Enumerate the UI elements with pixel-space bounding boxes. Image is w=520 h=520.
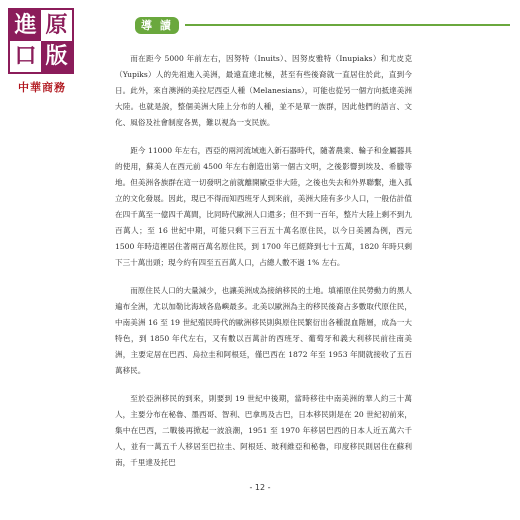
publisher-logo-badge [8, 8, 74, 74]
article-body [115, 51, 412, 483]
paragraph-4: 至於亞洲移民的到來，則要到 19 世紀中後期，當時移往中南美洲的華人約三十萬人，主要分布在秘魯、墨西哥、智利、巴拿馬及古巴，日本移民則是在 20 世紀初前來，集中在巴西，二戰後再掀起一波浪潮，1951 至 1970 年移居巴西的日本人近五萬六千人，並有一萬五千人移居至巴拉圭、阿根廷、玻利維亞和秘魯，印度移民則居住在蘇利南，千里達及托巴 [115, 394, 412, 467]
section-tag: 導 讀 [135, 17, 179, 34]
logo-char-2: 原 [41, 10, 72, 41]
section-header [135, 15, 510, 35]
page-number: - 12 - [249, 483, 271, 492]
logo-char-4: 版 [41, 41, 72, 72]
logo-char-3: 口 [10, 41, 41, 72]
paragraph-1: 而在距今 5000 年前左右，因努特（Inuits）、因努皮雅特（Inupiaks）和尤皮克（Yupiks）人的先祖進入美洲，最遠直達北極，甚至有些後裔就一直居住於此，直到今日。此外，來自澳洲的美拉尼西亞人種（Melanesians），可能也從另一個方向抵達美洲大陸。也就是說，整個美洲大陸上分布的人種，並不是單一族群，因此他們的語言、文化、風俗及社會制度各異，難以視為一支民族。 [115, 54, 412, 127]
paragraph-3: 而原住民人口的大量減少，也讓美洲成為接納移民的土地。填補原住民勞動力的黑人遍布全洲，尤以加勒比海域各島嶼最多。北美以歐洲為主的移民後裔占多數取代原住民，中南美洲 16 至 19 世紀殖民時代的歐洲移民則與原住民繁衍出各種混血階層，成為一大特色，到 1850 年代左右，又有數以百萬計的西班牙、葡萄牙和義大利移民前往南美洲，主要定居在巴西、烏拉圭和阿根廷，僅巴西在 1872 年至 1953 年間就接收了五百萬移民。 [115, 286, 412, 375]
section-divider [185, 24, 510, 26]
paragraph-2: 距今 11000 年左右，西亞的兩河流域進入新石器時代，隨著農業、輪子和金屬器具的使用，蘇美人在西元前 4500 年左右創造出第一個古文明，之後影響到埃及、希臘等地。但美洲各族群在這一切發明之前就離開歐亞非大陸，之後也失去和外界聯繫，進入孤立的文化發展。因此，現已不得而知西班牙人到來前，美洲大陸有多少人口，一般估計值在四千萬至一億四千萬間，比同時代歐洲人口還多；但不到一百年，整片大陸上剩不到九百萬人；至 16 世紀中期，可能只剩下三百五十萬名原住民，以今日美國為例，西元 1500 年時這裡居住著兩百萬名原住民，到 1700 年已經降到七十五萬，1820 年時只剩下三十萬出頭；現今約有四至五百萬人口，占總人數不過 1% 左右。 [115, 146, 412, 267]
logo-char-1: 進 [10, 10, 41, 41]
publisher-name: 中華商務 [18, 81, 66, 94]
